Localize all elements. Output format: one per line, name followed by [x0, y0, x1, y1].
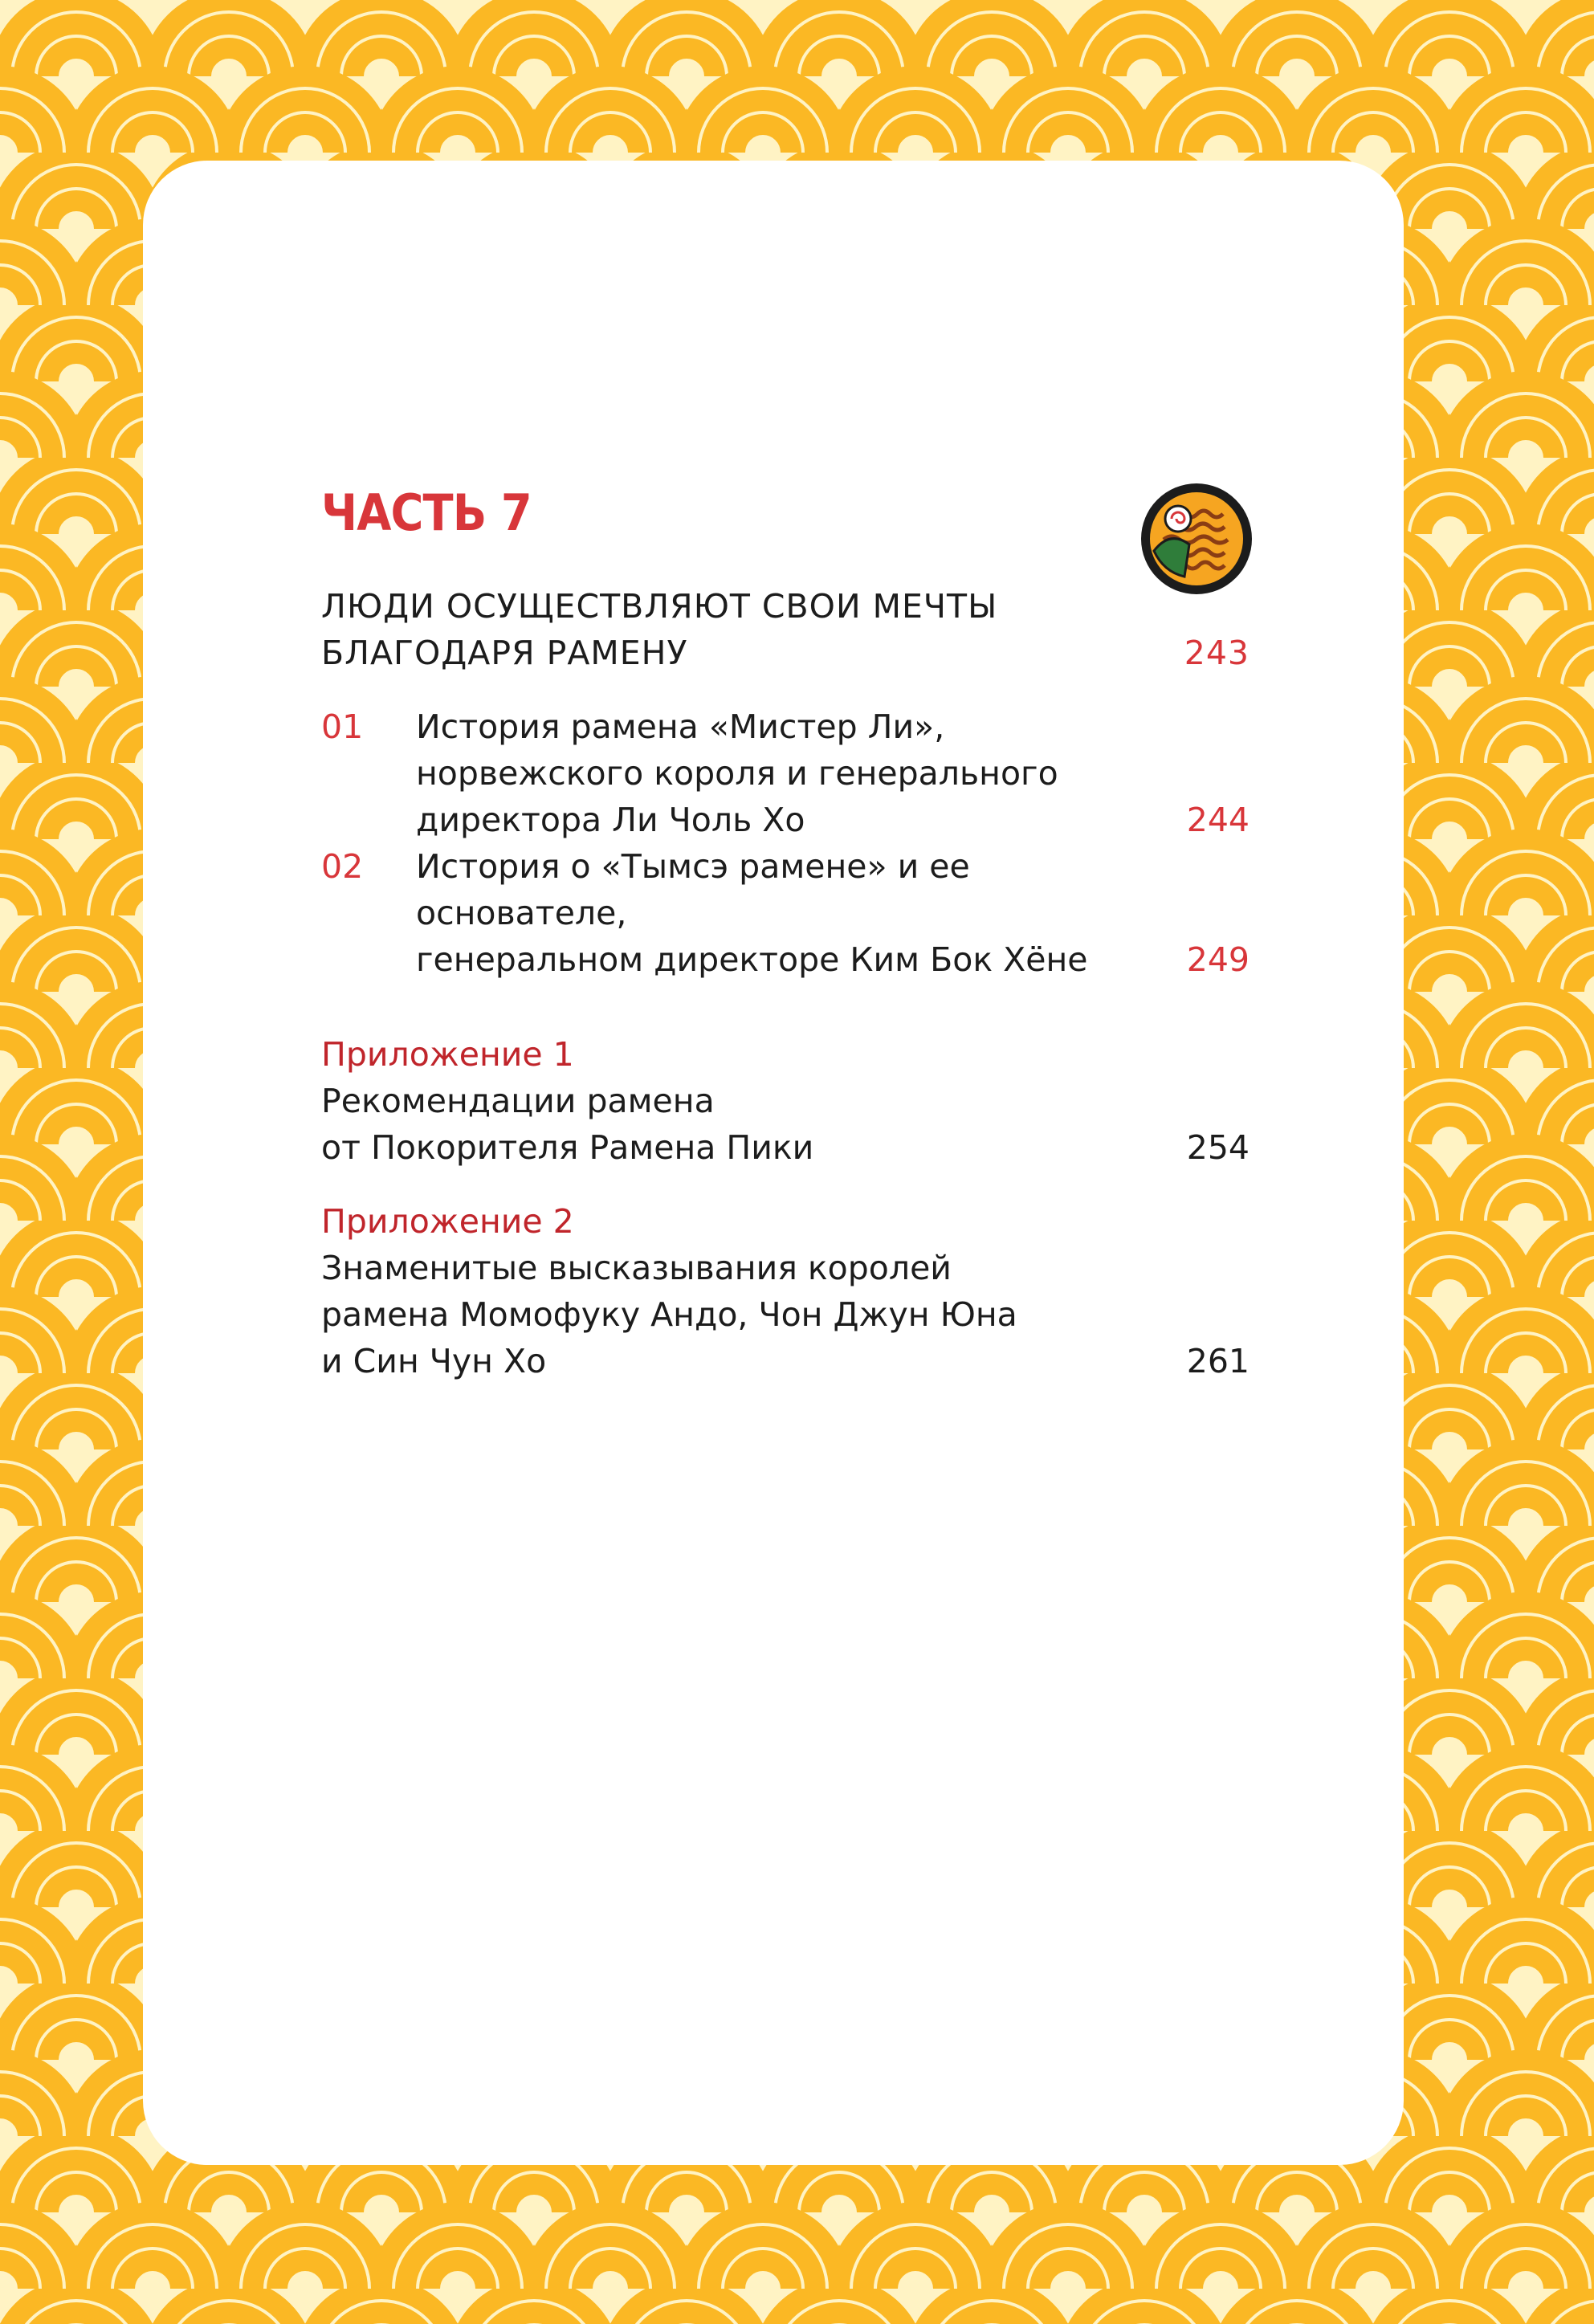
appendix-line: Рекомендации рамена: [321, 1082, 715, 1120]
appendix-page-number: 254: [1186, 1128, 1250, 1167]
appendix-label: Приложение 1: [321, 1035, 574, 1074]
entry-line: директора Ли Чоль Хо: [416, 801, 805, 839]
entry-number: 01: [321, 707, 364, 746]
chapter-title-line: БЛАГОДАРЯ РАМЕНУ: [321, 634, 688, 672]
appendix-line: Знаменитые высказывания королей: [321, 1249, 952, 1287]
entry-line: норвежского короля и генерального: [416, 754, 1058, 793]
entry-line: История о «Тымсэ рамене» и ее основателе,: [416, 847, 970, 932]
toc-entry-02[interactable]: [321, 843, 1250, 983]
entry-line: История рамена «Мистер Ли»,: [416, 707, 945, 746]
part-title: ЧАСТЬ 7: [321, 483, 532, 542]
entry-number: 02: [321, 847, 364, 886]
appendix-2[interactable]: [321, 1198, 1250, 1384]
chapter-heading[interactable]: [321, 583, 1250, 676]
appendix-line: и Син Чун Хо: [321, 1342, 547, 1380]
appendix-1[interactable]: [321, 1031, 1250, 1171]
table-of-contents: [321, 482, 1250, 1384]
entry-page-number: 244: [1186, 801, 1250, 839]
chapter-page-number: 243: [1184, 634, 1250, 672]
entry-line: генеральном директоре Ким Бок Хёне: [416, 940, 1088, 979]
entry-page-number: 249: [1186, 940, 1250, 979]
appendix-line: от Покорителя Рамена Пики: [321, 1128, 814, 1167]
appendix-page-number: 261: [1186, 1342, 1250, 1380]
appendix-line: рамена Момофуку Андо, Чон Джун Юна: [321, 1295, 1017, 1334]
chapter-title-line: ЛЮДИ ОСУЩЕСТВЛЯЮТ СВОИ МЕЧТЫ: [321, 587, 998, 626]
appendix-label: Приложение 2: [321, 1202, 574, 1241]
toc-entry-01[interactable]: [321, 703, 1250, 843]
ramen-bowl-icon: [1139, 482, 1254, 596]
